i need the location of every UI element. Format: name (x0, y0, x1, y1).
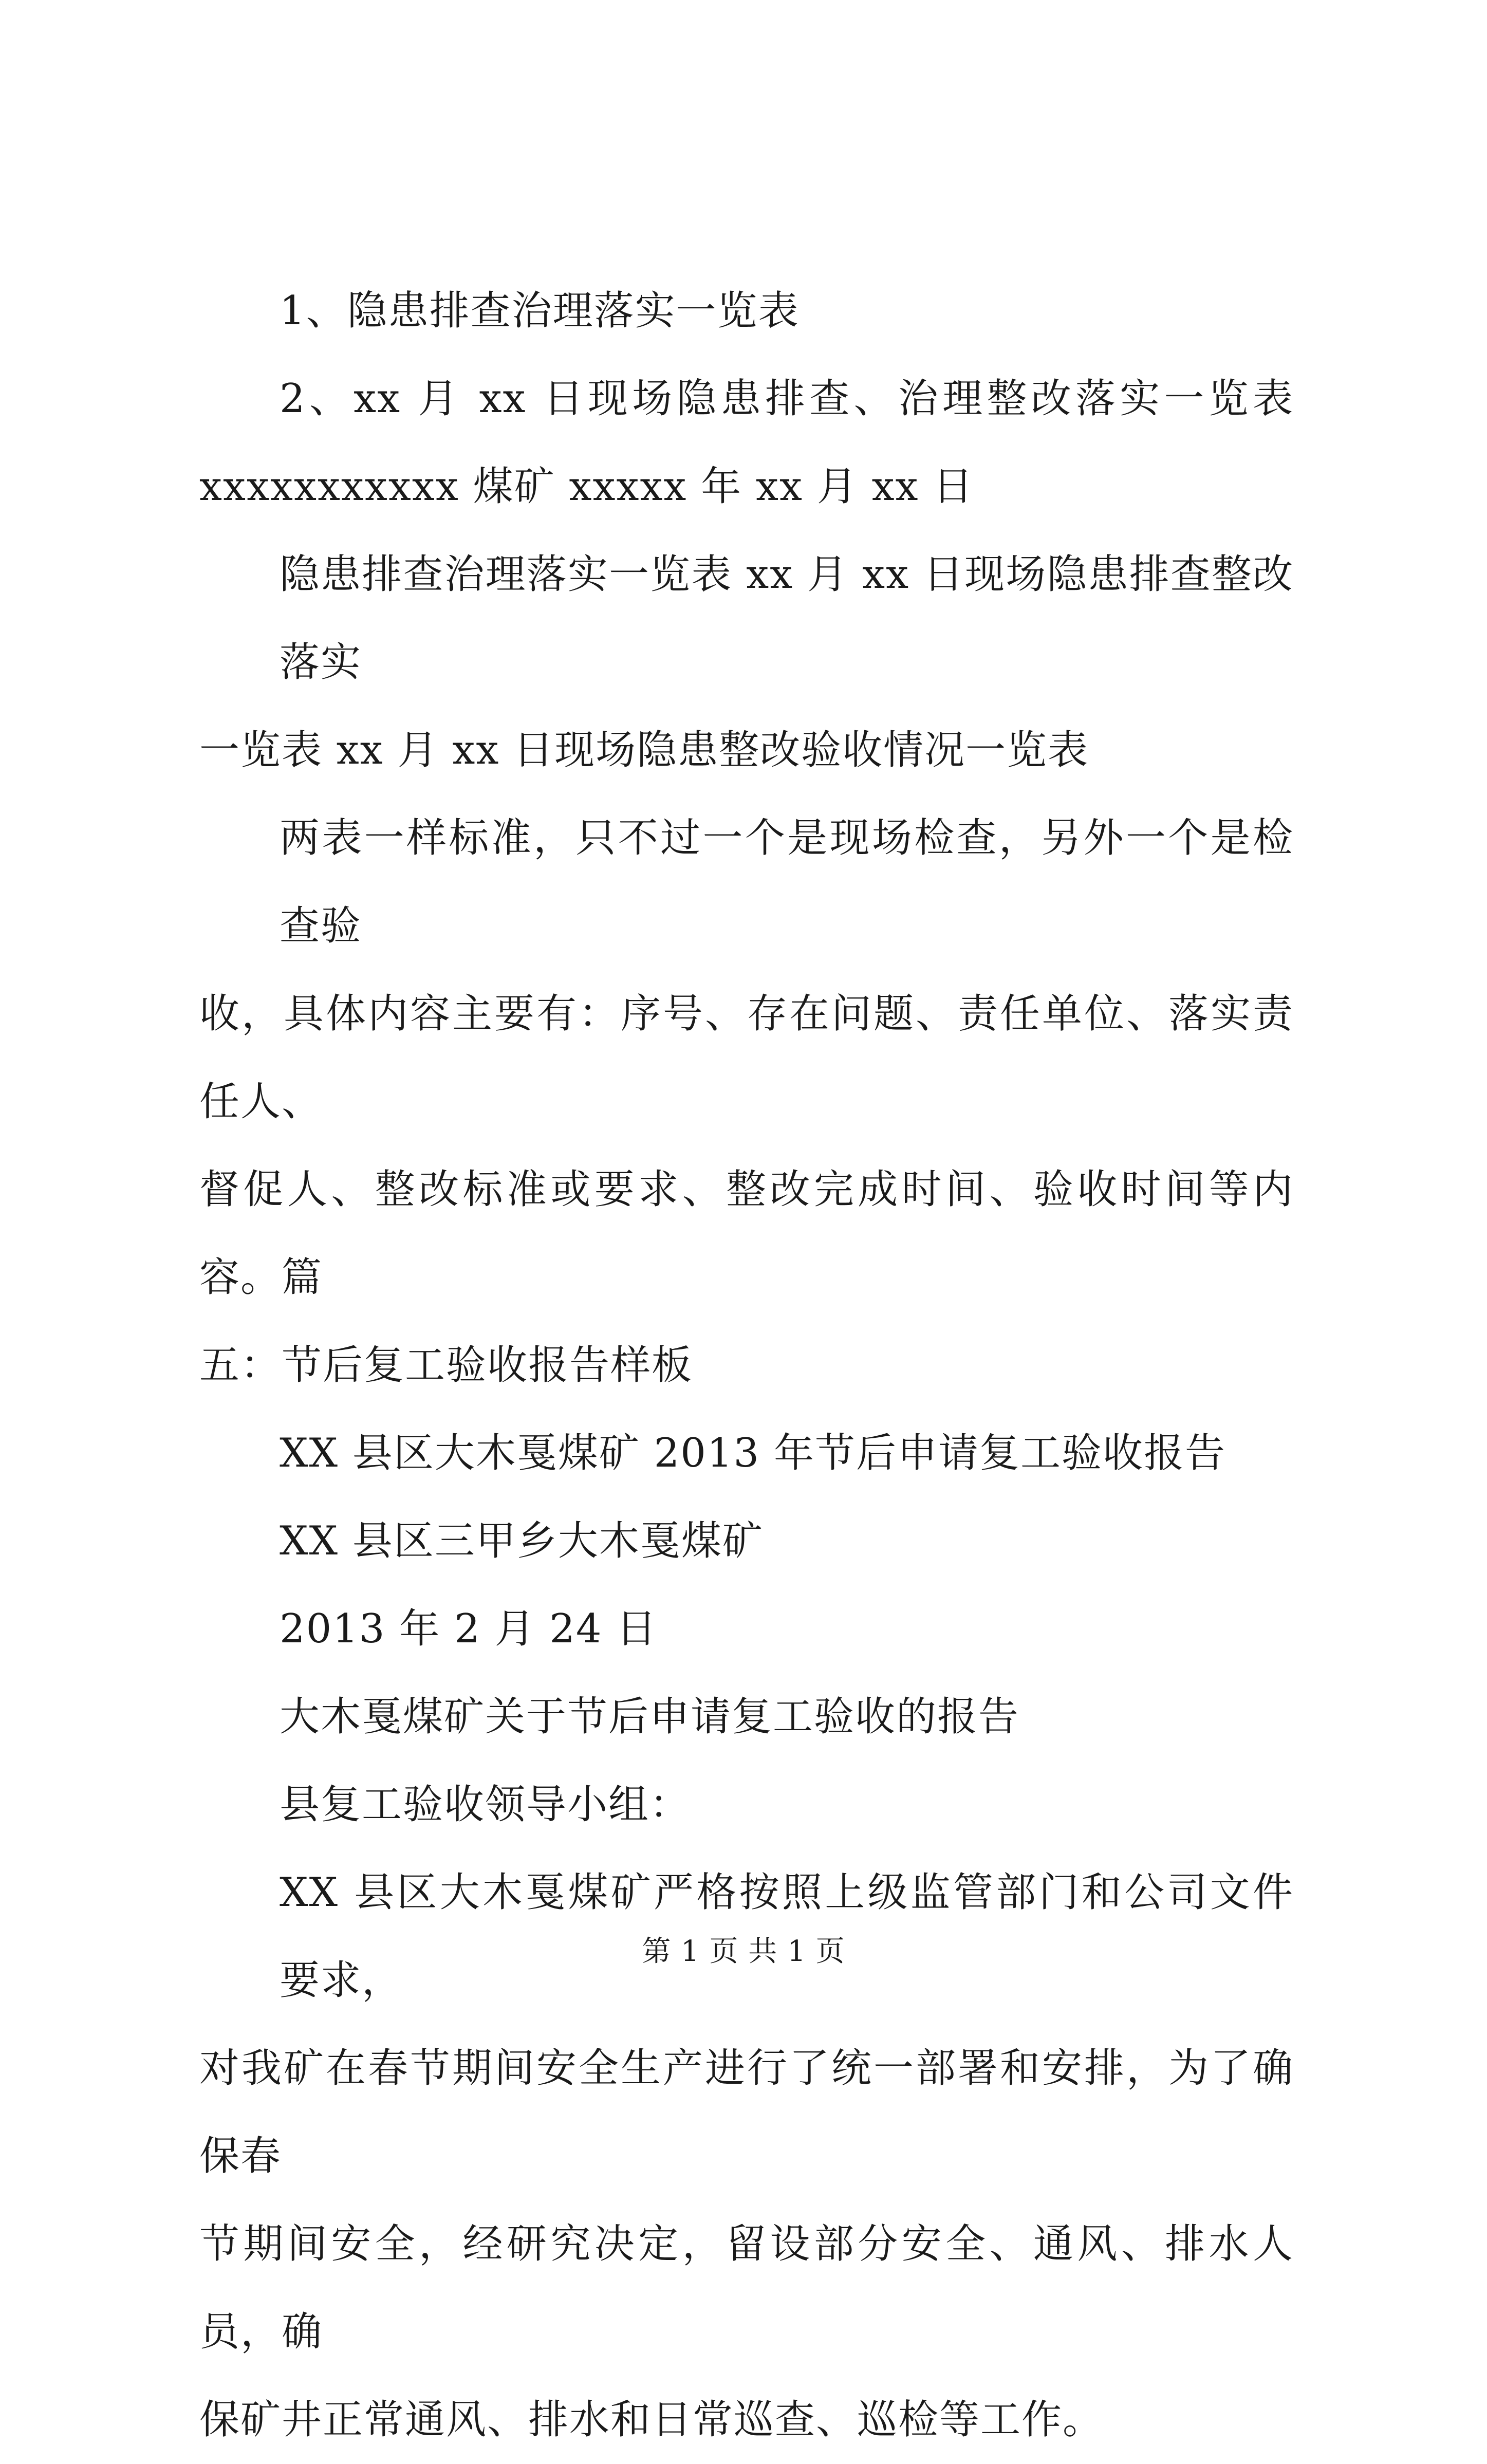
report-title (199, 1410, 1294, 1497)
document-body (199, 267, 1294, 2464)
paragraph-line: 一览表 xx 月 xx 日现场隐患整改验收情况一览表 (199, 727, 1089, 773)
paragraph-line: XX 县区大木戛煤矿 2013 年节后申请复工验收报告 (280, 1430, 1226, 1476)
report-addressee (199, 1761, 1294, 1849)
paragraph-line: 2013 年 2 月 24 日 (280, 1606, 658, 1652)
report-organization (199, 1497, 1294, 1585)
paragraph-4 (199, 794, 1294, 1410)
page-number: 第 1 页 共 1 页 (642, 1935, 845, 1968)
paragraph-3 (199, 531, 1294, 794)
report-subject (199, 1673, 1294, 1761)
paragraph-line: 隐患排查治理落实一览表 xx 月 xx 日现场隐患排查整改落实 (280, 551, 1294, 686)
paragraph-line: 大木戛煤矿关于节后申请复工验收的报告 (280, 1694, 1020, 1740)
report-date (199, 1585, 1294, 1673)
paragraph-1 (199, 267, 1294, 355)
paragraph-2 (199, 355, 1294, 531)
paragraph-line: XX 县区三甲乡大木戛煤矿 (280, 1518, 764, 1564)
paragraph-line: 两表一样标准，只不过一个是现场检查，另外一个是检查验 (280, 815, 1294, 949)
paragraph-line: 节期间安全，经研究决定，留设部分安全、通风、排水人员，确 (199, 2221, 1294, 2355)
paragraph-line: 对我矿在春节期间安全生产进行了统一部署和安排，为了确保春 (199, 2045, 1294, 2179)
paragraph-line: 五：节后复工验收报告样板 (199, 1342, 693, 1388)
paragraph-line: XX 县区大木戛煤矿严格按照上级监管部门和公司文件要求， (280, 1869, 1294, 2004)
paragraph-line: 收，具体内容主要有：序号、存在问题、责任单位、落实责任人、 (199, 991, 1294, 1125)
paragraph-line: 1、隐患排查治理落实一览表 (280, 288, 800, 334)
page-footer (0, 1931, 1487, 1972)
paragraph-line: 保矿井正常通风、排水和日常巡查、巡检等工作。 (199, 2397, 1104, 2443)
paragraph-line: xxxxxxxxxxx 煤矿 xxxxx 年 xx 月 xx 日 (199, 464, 974, 510)
paragraph-line: 2、xx 月 xx 日现场隐患排查、治理整改落实一览表 (280, 376, 1294, 422)
paragraph-line: 县复工验收领导小组： (280, 1782, 691, 1828)
paragraph-line: 督促人、整改标准或要求、整改完成时间、验收时间等内容。篇 (199, 1166, 1294, 1301)
